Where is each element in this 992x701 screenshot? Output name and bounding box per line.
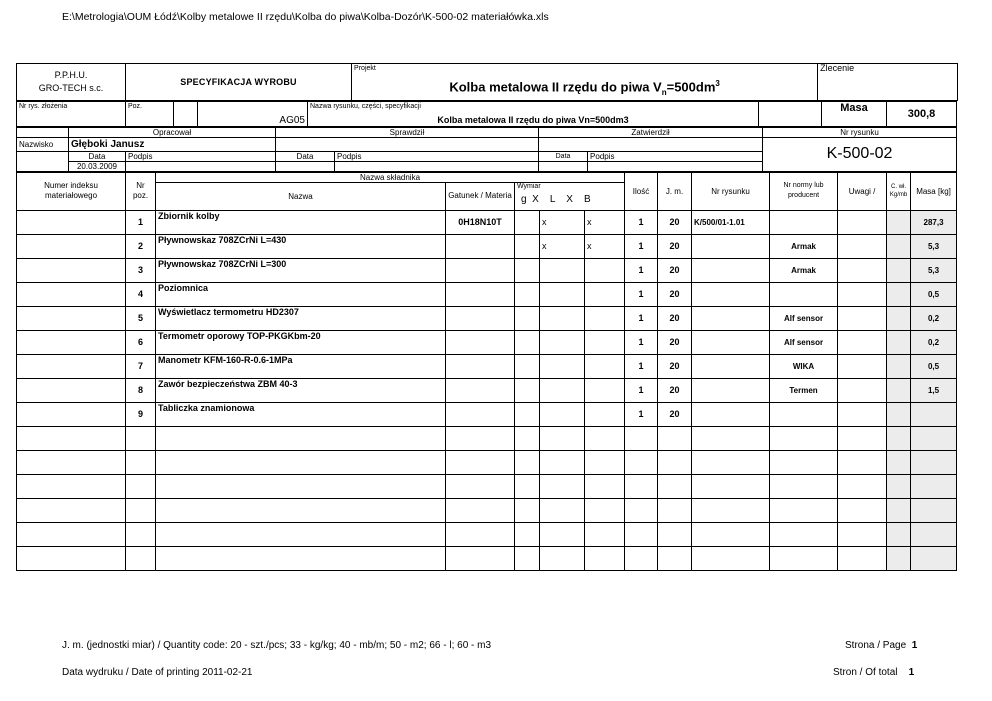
cell-jm: 20 (658, 378, 692, 402)
blank-cell (17, 127, 69, 137)
cell-empty (156, 498, 446, 522)
cell-empty (515, 546, 540, 570)
blank-cell (126, 161, 276, 171)
cell-empty (838, 450, 887, 474)
blank-cell (539, 161, 588, 171)
file-path: E:\Metrologia\OUM Łódź\Kolby metalowe II rzędu\Kolba do piwa\Kolba-Dozór\K-500-02 materiałówka.xls (62, 11, 549, 23)
cell-empty (625, 546, 658, 570)
blank-cell (539, 137, 763, 151)
cell-gatunek (446, 330, 515, 354)
cell-ilosc: 1 (625, 258, 658, 282)
spec-title: SPECYFIKACJA WYROBU (126, 64, 352, 101)
zatwierdzil-label: Zatwierdził (539, 127, 763, 137)
blank-cell (759, 102, 822, 127)
cell-empty (585, 450, 625, 474)
cell-empty (838, 258, 887, 282)
cell-jm: 20 (658, 354, 692, 378)
cell-empty (156, 450, 446, 474)
cell-nazwa: Wyświetlacz termometru HD2307 (156, 306, 446, 330)
table-row (17, 330, 957, 354)
approvals-table (16, 127, 957, 172)
cell-nazwa: Termometr oporowy TOP-PKGKbm-20 (156, 330, 446, 354)
blank-cell (335, 161, 539, 171)
cell-empty (625, 498, 658, 522)
cell-jm: 20 (658, 306, 692, 330)
cell-empty (126, 426, 156, 450)
cell-empty (17, 234, 126, 258)
cell-empty (887, 546, 911, 570)
cell-x2 (585, 378, 625, 402)
cell-producent: Alf sensor (770, 330, 838, 354)
cell-masa: 0,2 (911, 306, 957, 330)
cell-empty (838, 330, 887, 354)
header-table (16, 63, 958, 101)
table-row (17, 402, 957, 426)
cell-empty (838, 282, 887, 306)
cell-empty (17, 330, 126, 354)
blank-cell (276, 161, 335, 171)
cell-empty (446, 474, 515, 498)
cell-empty (17, 258, 126, 282)
col-c-wl: C. wł. Kg/mb (887, 172, 911, 210)
cell-empty (692, 426, 770, 450)
nazwa-rysunku-value: Kolba metalowa II rzędu do piwa Vn=500dm3 (308, 114, 759, 126)
nr-rys-zlozenia: Nr rys. złożenia (17, 102, 126, 127)
cell-empty (515, 354, 540, 378)
cell-jm: 20 (658, 330, 692, 354)
cell-producent: Armak (770, 258, 838, 282)
cell-nazwa: Zawór bezpieczeństwa ZBM 40-3 (156, 378, 446, 402)
cell-empty (838, 522, 887, 546)
cell-gatunek (446, 258, 515, 282)
blank-cell (588, 161, 763, 171)
table-row (17, 474, 957, 498)
cell-empty (17, 210, 126, 234)
cell-nr-rysunku: K/500/01-1.01 (692, 210, 770, 234)
cell-empty (838, 354, 887, 378)
cell-poz: 1 (126, 210, 156, 234)
cell-producent (770, 282, 838, 306)
cell-empty (692, 522, 770, 546)
table-row (17, 306, 957, 330)
company-cell (17, 64, 126, 101)
cell-empty (770, 450, 838, 474)
cell-empty (540, 450, 585, 474)
cell-masa: 0,5 (911, 282, 957, 306)
table-row (17, 210, 957, 234)
cell-x2: x (585, 210, 625, 234)
cell-empty (17, 282, 126, 306)
data-label-3: Data (539, 151, 588, 161)
cell-empty (625, 522, 658, 546)
cell-empty (887, 426, 911, 450)
cell-empty (838, 426, 887, 450)
cell-empty (156, 474, 446, 498)
cell-empty (515, 234, 540, 258)
cell-empty (17, 378, 126, 402)
cell-empty (515, 258, 540, 282)
cell-producent: WIKA (770, 354, 838, 378)
cell-x2 (585, 354, 625, 378)
cell-x2 (585, 402, 625, 426)
cell-poz: 4 (126, 282, 156, 306)
cell-empty (17, 498, 126, 522)
cell-nazwa: Tabliczka znamionowa (156, 402, 446, 426)
table-row (17, 234, 957, 258)
cell-x1 (540, 306, 585, 330)
col-nr-normy: Nr normy lub producent (770, 172, 838, 210)
cell-jm: 20 (658, 258, 692, 282)
cell-empty (911, 426, 957, 450)
cell-empty (911, 498, 957, 522)
table-row (17, 450, 957, 474)
cell-empty (887, 282, 911, 306)
sprawdzil-label: Sprawdził (276, 127, 539, 137)
cell-x1: x (540, 210, 585, 234)
cell-empty (887, 330, 911, 354)
cell-empty (658, 426, 692, 450)
cell-x2 (585, 306, 625, 330)
cell-empty (540, 426, 585, 450)
cell-x2: x (585, 234, 625, 258)
cell-poz: 5 (126, 306, 156, 330)
cell-empty (887, 210, 911, 234)
cell-poz: 8 (126, 378, 156, 402)
cell-empty (692, 546, 770, 570)
blank-cell (276, 137, 539, 151)
cell-empty (887, 402, 911, 426)
cell-masa: 5,3 (911, 258, 957, 282)
col-numer-indeksu: Numer indeksu materiałowego (17, 172, 126, 210)
cell-empty (887, 450, 911, 474)
cell-empty (446, 450, 515, 474)
table-row (17, 258, 957, 282)
cell-x1 (540, 282, 585, 306)
cell-empty (887, 234, 911, 258)
cell-empty (585, 498, 625, 522)
cell-empty (887, 522, 911, 546)
header-table-row2 (16, 101, 957, 127)
cell-producent: Termen (770, 378, 838, 402)
poz-value: AG05 (198, 102, 308, 127)
nazwa-rysunku-label: Nazwa rysunku, części, specyfikacji (308, 102, 759, 115)
table-row (17, 546, 957, 570)
cell-nr-rysunku (692, 306, 770, 330)
cell-empty (887, 378, 911, 402)
cell-empty (585, 426, 625, 450)
opracowal-label: Opracował (69, 127, 276, 137)
cell-empty (887, 306, 911, 330)
cell-jm: 20 (658, 402, 692, 426)
cell-empty (126, 498, 156, 522)
col-wymiar: Wymiar g X L X B (515, 182, 625, 210)
table-row (17, 354, 957, 378)
print-date: Data wydruku / Date of printing 2011-02-21 (62, 667, 253, 678)
cell-empty (658, 474, 692, 498)
cell-empty (770, 426, 838, 450)
cell-empty (658, 498, 692, 522)
podpis-label: Podpis (126, 151, 276, 161)
cell-empty (585, 546, 625, 570)
cell-empty (540, 522, 585, 546)
cell-nr-rysunku (692, 282, 770, 306)
total-indicator: Stron / Of total 1 (833, 667, 915, 678)
cell-empty (446, 522, 515, 546)
cell-empty (540, 474, 585, 498)
cell-empty (17, 450, 126, 474)
cell-ilosc: 1 (625, 306, 658, 330)
cell-x2 (585, 258, 625, 282)
cell-empty (887, 474, 911, 498)
cell-empty (838, 210, 887, 234)
data-label-2: Data (276, 151, 335, 161)
cell-x1 (540, 354, 585, 378)
cell-masa: 0,2 (911, 330, 957, 354)
cell-nr-rysunku (692, 402, 770, 426)
cell-empty (17, 354, 126, 378)
cell-x2 (585, 330, 625, 354)
cell-x1 (540, 330, 585, 354)
cell-producent: Alf sensor (770, 306, 838, 330)
cell-ilosc: 1 (625, 282, 658, 306)
cell-jm: 20 (658, 282, 692, 306)
cell-jm: 20 (658, 234, 692, 258)
cell-empty (625, 474, 658, 498)
cell-empty (515, 498, 540, 522)
cell-empty (156, 522, 446, 546)
cell-empty (658, 450, 692, 474)
page-indicator: Strona / Page 1 (845, 640, 918, 651)
podpis-label-2: Podpis (335, 151, 539, 161)
cell-empty (126, 546, 156, 570)
poz-cell: Poz. (126, 102, 174, 127)
cell-x1 (540, 258, 585, 282)
cell-ilosc: 1 (625, 378, 658, 402)
cell-empty (126, 522, 156, 546)
col-ilosc: Ilość (625, 172, 658, 210)
cell-empty (585, 522, 625, 546)
cell-nr-rysunku (692, 234, 770, 258)
cell-empty (887, 498, 911, 522)
cell-gatunek (446, 402, 515, 426)
cell-empty (540, 546, 585, 570)
cell-x1 (540, 378, 585, 402)
col-jm: J. m. (658, 172, 692, 210)
cell-empty (446, 546, 515, 570)
cell-empty (17, 306, 126, 330)
cell-x2 (585, 282, 625, 306)
specification-sheet (16, 63, 956, 605)
cell-empty (540, 498, 585, 522)
cell-empty (515, 522, 540, 546)
cell-producent (770, 210, 838, 234)
items-table (16, 172, 957, 571)
projekt-value: Kolba metalowa II rzędu do piwa $V_n=500dm^3$ (449, 79, 720, 97)
cell-empty (446, 498, 515, 522)
cell-nazwa: Pływnowskaz 708ZCrNi L=300 (156, 258, 446, 282)
cell-nazwa: Zbiornik kolby (156, 210, 446, 234)
cell-gatunek (446, 234, 515, 258)
cell-empty (887, 258, 911, 282)
cell-empty (838, 474, 887, 498)
col-nazwa: Nazwa (156, 182, 446, 210)
cell-empty (911, 474, 957, 498)
podpis-label-3: Podpis (588, 151, 763, 161)
cell-gatunek (446, 306, 515, 330)
cell-nazwa: Poziomnica (156, 282, 446, 306)
cell-empty (770, 546, 838, 570)
cell-empty (625, 426, 658, 450)
cell-empty (126, 474, 156, 498)
blank-cell (17, 161, 69, 171)
nr-rysunku-label: Nr rysunku (763, 127, 957, 137)
cell-gatunek (446, 282, 515, 306)
cell-empty (625, 450, 658, 474)
col-gatunek: Gatunek / Materia (446, 182, 515, 210)
cell-empty (911, 546, 957, 570)
cell-ilosc: 1 (625, 330, 658, 354)
nazwisko-value: Głęboki Janusz (69, 137, 276, 151)
cell-nazwa: Manometr KFM-160-R-0.6-1MPa (156, 354, 446, 378)
cell-empty (515, 402, 540, 426)
cell-empty (692, 474, 770, 498)
cell-empty (17, 402, 126, 426)
cell-masa: 287,3 (911, 210, 957, 234)
cell-empty (17, 522, 126, 546)
cell-empty (911, 522, 957, 546)
cell-empty (658, 522, 692, 546)
table-row (17, 426, 957, 450)
blank-cell (17, 151, 69, 161)
cell-masa: 5,3 (911, 234, 957, 258)
cell-producent: Armak (770, 234, 838, 258)
cell-x1 (540, 402, 585, 426)
cell-empty (911, 450, 957, 474)
cell-empty (838, 378, 887, 402)
projekt-cell (352, 64, 818, 101)
cell-gatunek (446, 354, 515, 378)
masa-label: Masa (822, 102, 887, 115)
cell-poz: 7 (126, 354, 156, 378)
cell-empty (838, 402, 887, 426)
col-masa: Masa [kg] (911, 172, 957, 210)
cell-ilosc: 1 (625, 210, 658, 234)
cell-empty (515, 282, 540, 306)
projekt-label: Projekt (354, 65, 376, 72)
cell-empty (515, 426, 540, 450)
jm-note: J. m. (jednostki miar) / Quantity code: 20 - szt./pcs; 33 - kg/kg; 40 - mb/m; 50 - m2; 66 - l; 60 - m3 (62, 640, 492, 651)
cell-nr-rysunku (692, 258, 770, 282)
cell-empty (515, 210, 540, 234)
cell-empty (515, 450, 540, 474)
blank-cell (174, 102, 198, 127)
cell-gatunek: 0H18N10T (446, 210, 515, 234)
cell-poz: 3 (126, 258, 156, 282)
cell-x1: x (540, 234, 585, 258)
blank-cell (822, 114, 887, 126)
cell-producent (770, 402, 838, 426)
cell-ilosc: 1 (625, 354, 658, 378)
cell-empty (838, 234, 887, 258)
cell-empty (515, 306, 540, 330)
item-rows (17, 210, 957, 570)
cell-masa: 0,5 (911, 354, 957, 378)
cell-empty (446, 426, 515, 450)
cell-nr-rysunku (692, 330, 770, 354)
cell-jm: 20 (658, 210, 692, 234)
cell-gatunek (446, 378, 515, 402)
cell-ilosc: 1 (625, 234, 658, 258)
data-value: 20.03.2009 (69, 161, 126, 171)
company-line1: P.P.H.U. (54, 70, 88, 80)
col-nr-poz: Nr poz. (126, 172, 156, 210)
cell-poz: 6 (126, 330, 156, 354)
cell-masa (911, 402, 957, 426)
cell-empty (156, 546, 446, 570)
cell-ilosc: 1 (625, 402, 658, 426)
cell-empty (515, 378, 540, 402)
cell-empty (887, 354, 911, 378)
cell-poz: 9 (126, 402, 156, 426)
cell-poz: 2 (126, 234, 156, 258)
nazwisko-label: Nazwisko (17, 137, 69, 151)
col-nazwa-skladnika: Nazwa składnika (156, 172, 625, 182)
data-label: Data (69, 151, 126, 161)
company-line2: GRO-TECH s.c. (38, 83, 104, 93)
cell-empty (17, 426, 126, 450)
col-nr-rysunku: Nr rysunku (692, 172, 770, 210)
cell-empty (126, 450, 156, 474)
zlecenie-cell: Zlecenie (818, 64, 958, 101)
table-row (17, 498, 957, 522)
cell-nr-rysunku (692, 354, 770, 378)
cell-empty (17, 474, 126, 498)
cell-empty (658, 546, 692, 570)
cell-nazwa: Pływnowskaz 708ZCrNi L=430 (156, 234, 446, 258)
cell-empty (17, 546, 126, 570)
cell-empty (770, 474, 838, 498)
col-uwagi: Uwagi / (838, 172, 887, 210)
table-row (17, 282, 957, 306)
nr-rysunku-value: K-500-02 (763, 137, 957, 171)
cell-empty (838, 498, 887, 522)
cell-empty (156, 426, 446, 450)
cell-empty (838, 546, 887, 570)
cell-empty (515, 330, 540, 354)
table-row (17, 378, 957, 402)
cell-empty (692, 498, 770, 522)
cell-empty (692, 450, 770, 474)
cell-empty (515, 474, 540, 498)
cell-masa: 1,5 (911, 378, 957, 402)
cell-empty (585, 474, 625, 498)
cell-empty (838, 306, 887, 330)
cell-empty (770, 498, 838, 522)
cell-nr-rysunku (692, 378, 770, 402)
table-row (17, 522, 957, 546)
masa-value: 300,8 (887, 102, 957, 127)
cell-empty (770, 522, 838, 546)
